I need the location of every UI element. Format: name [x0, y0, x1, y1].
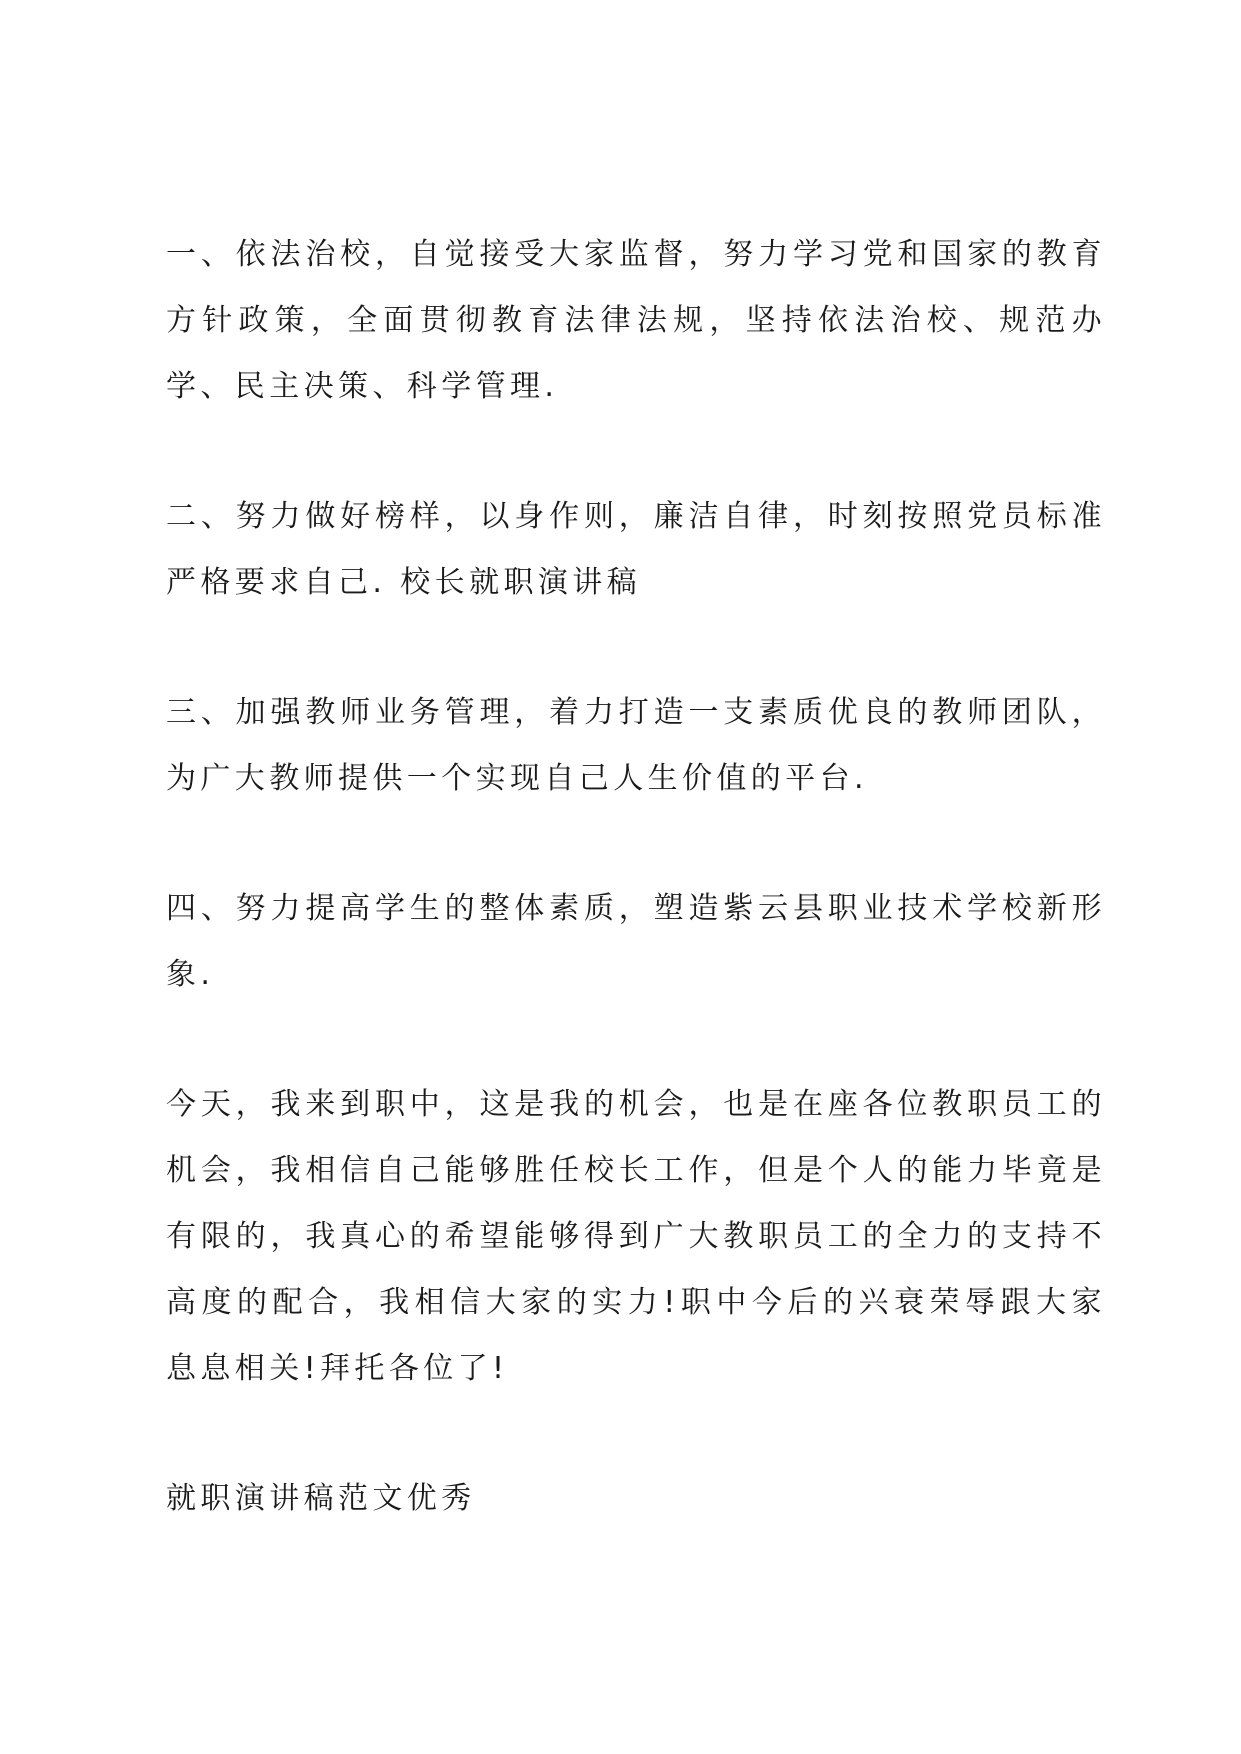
document-body [166, 222, 1106, 1532]
section-heading: 就职演讲稿范文优秀 [166, 1481, 476, 1516]
paragraph-1: 一、依法治校，自觉接受大家监督，努力学习党和国家的教育方针政策，全面贯彻教育法律法规，坚持依法治校、规范办学、民主决策、科学管理. [166, 237, 1106, 404]
paragraph-4: 四、努力提高学生的整体素质，塑造紫云县职业技术学校新形象. [166, 891, 1106, 992]
paragraph-3: 三、加强教师业务管理，着力打造一支素质优良的教师团队，为广大教师提供一个实现自己人生价值的平台. [166, 695, 1106, 796]
paragraph-5: 今天，我来到职中，这是我的机会，也是在座各位教职员工的机会，我相信自己能够胜任校长工作，但是个人的能力毕竟是有限的，我真心的希望能够得到广大教职员工的全力的支持不高度的配合，我相信大家的实力!职中今后的兴衰荣辱跟大家息息相关!拜托各位了! [166, 1087, 1106, 1386]
paragraph-2: 二、努力做好榜样，以身作则，廉洁自律，时刻按照党员标准严格要求自己. 校长就职演讲稿 [166, 499, 1106, 600]
